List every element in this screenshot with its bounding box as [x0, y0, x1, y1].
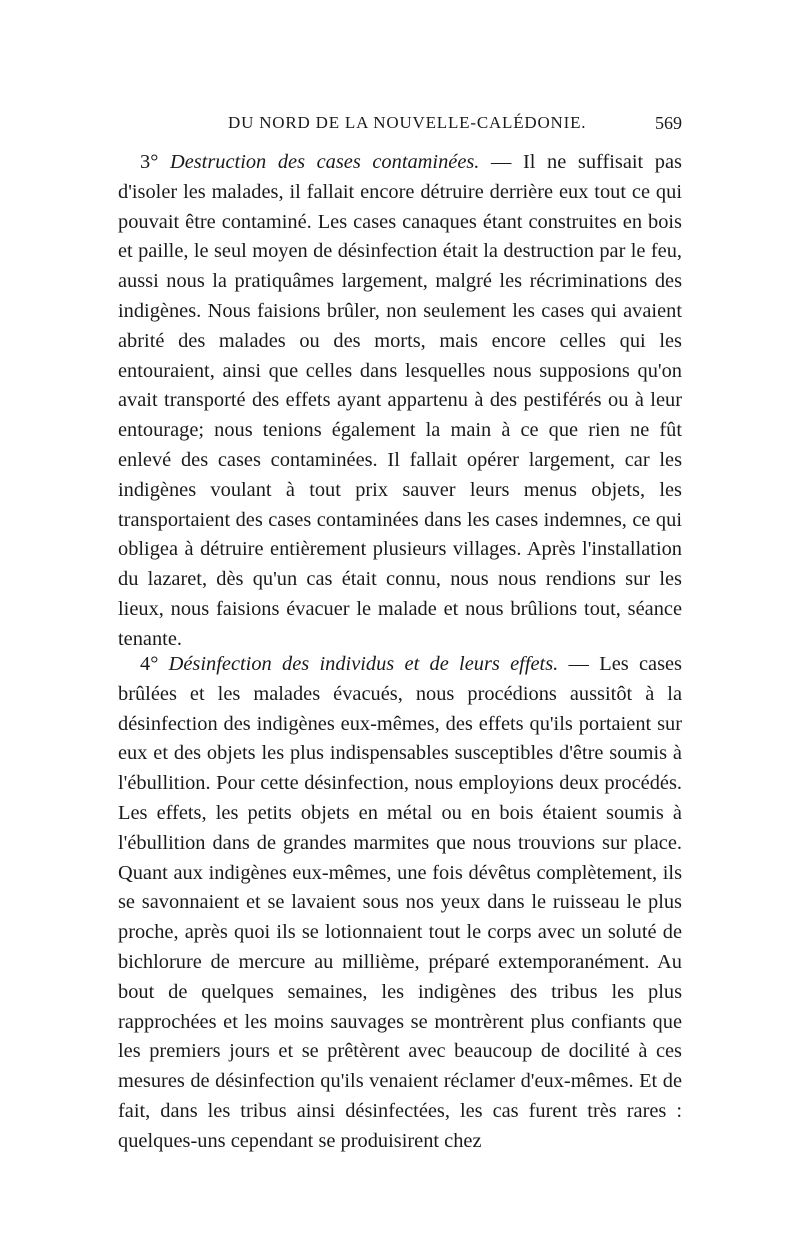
page-number: 569 — [655, 113, 682, 133]
section-body: Les cases brûlées et les malades évacués, nous procédions aussitôt à la désinfection des indigènes eux-mêmes, des effets qu'ils portaient sur eux et des objets les plus indispensables susceptibles d'être soumis à l'ébullition. Pour cette désinfection, nous employions deux procédés. Les effets, les petits objets en métal ou en bois étaient soumis à l'ébullition dans de grandes marmites que nous trouvions sur place. Quant aux indigènes eux-mêmes, une fois dévêtus complètement, ils se savonnaient et se lavaient sous nos yeux dans le ruisseau le plus proche, après quoi ils se lotionnaient tout le corps avec un soluté de bichlorure de mercure au millième, préparé extemporanément. Au bout de quelques semaines, les indigènes des tribus les plus rapprochées et les moins sauvages se montrèrent plus confiants que les premiers jours et se prêtèrent avec beaucoup de docilité à ces mesures de désinfection qu'ils venaient réclamer d'eux-mêmes. Et de fait, dans les tribus ainsi désinfectées, les cas furent très rares : quelques-uns cependant se produisirent chez — [118, 653, 682, 1152]
section-4-paragraph — [118, 650, 682, 1157]
section-heading: Destruction des cases contaminées. — [169, 151, 480, 173]
section-number: 3° — [140, 151, 159, 173]
section-heading: Désinfection des individus et de leurs effets. — [168, 653, 559, 675]
section-body: Il ne suffisait pas d'isoler les malades, il fallait encore détruire derrière eux tout ce qui pouvait être contaminé. Les cases canaques étant construites en bois et paille, le seul moyen de désinfection était la destruction par le feu, aussi nous la pratiquâmes largement, malgré les récriminations des indigènes. Nous faisions brûler, non seulement les cases qui avaient abrité des malades ou des morts, mais encore celles qui les entouraient, ainsi que celles dans lesquelles nous supposions qu'on avait transporté des effets ayant appartenu à des pestiférés ou à leur entourage; nous tenions également la main à ce que rien ne fût enlevé des cases contaminées. Il fallait opérer largement, car les indigènes voulant à tout prix sauver leurs menus objets, les transportaient des cases contaminées dans les cases indemnes, ce qui obligea à détruire entièrement plusieurs villages. Après l'installation du lazaret, dès qu'un cas était connu, nous nous rendions sur les lieux, nous faisions évacuer le malade et nous brûlions tout, séance tenante. — [118, 151, 682, 650]
section-number: 4° — [140, 653, 159, 675]
section-3-paragraph — [118, 148, 682, 655]
heading-dash: — — [479, 151, 523, 173]
running-head — [118, 113, 682, 137]
heading-dash: — — [558, 653, 600, 675]
running-title: DU NORD DE LA NOUVELLE-CALÉDONIE. — [228, 113, 587, 132]
